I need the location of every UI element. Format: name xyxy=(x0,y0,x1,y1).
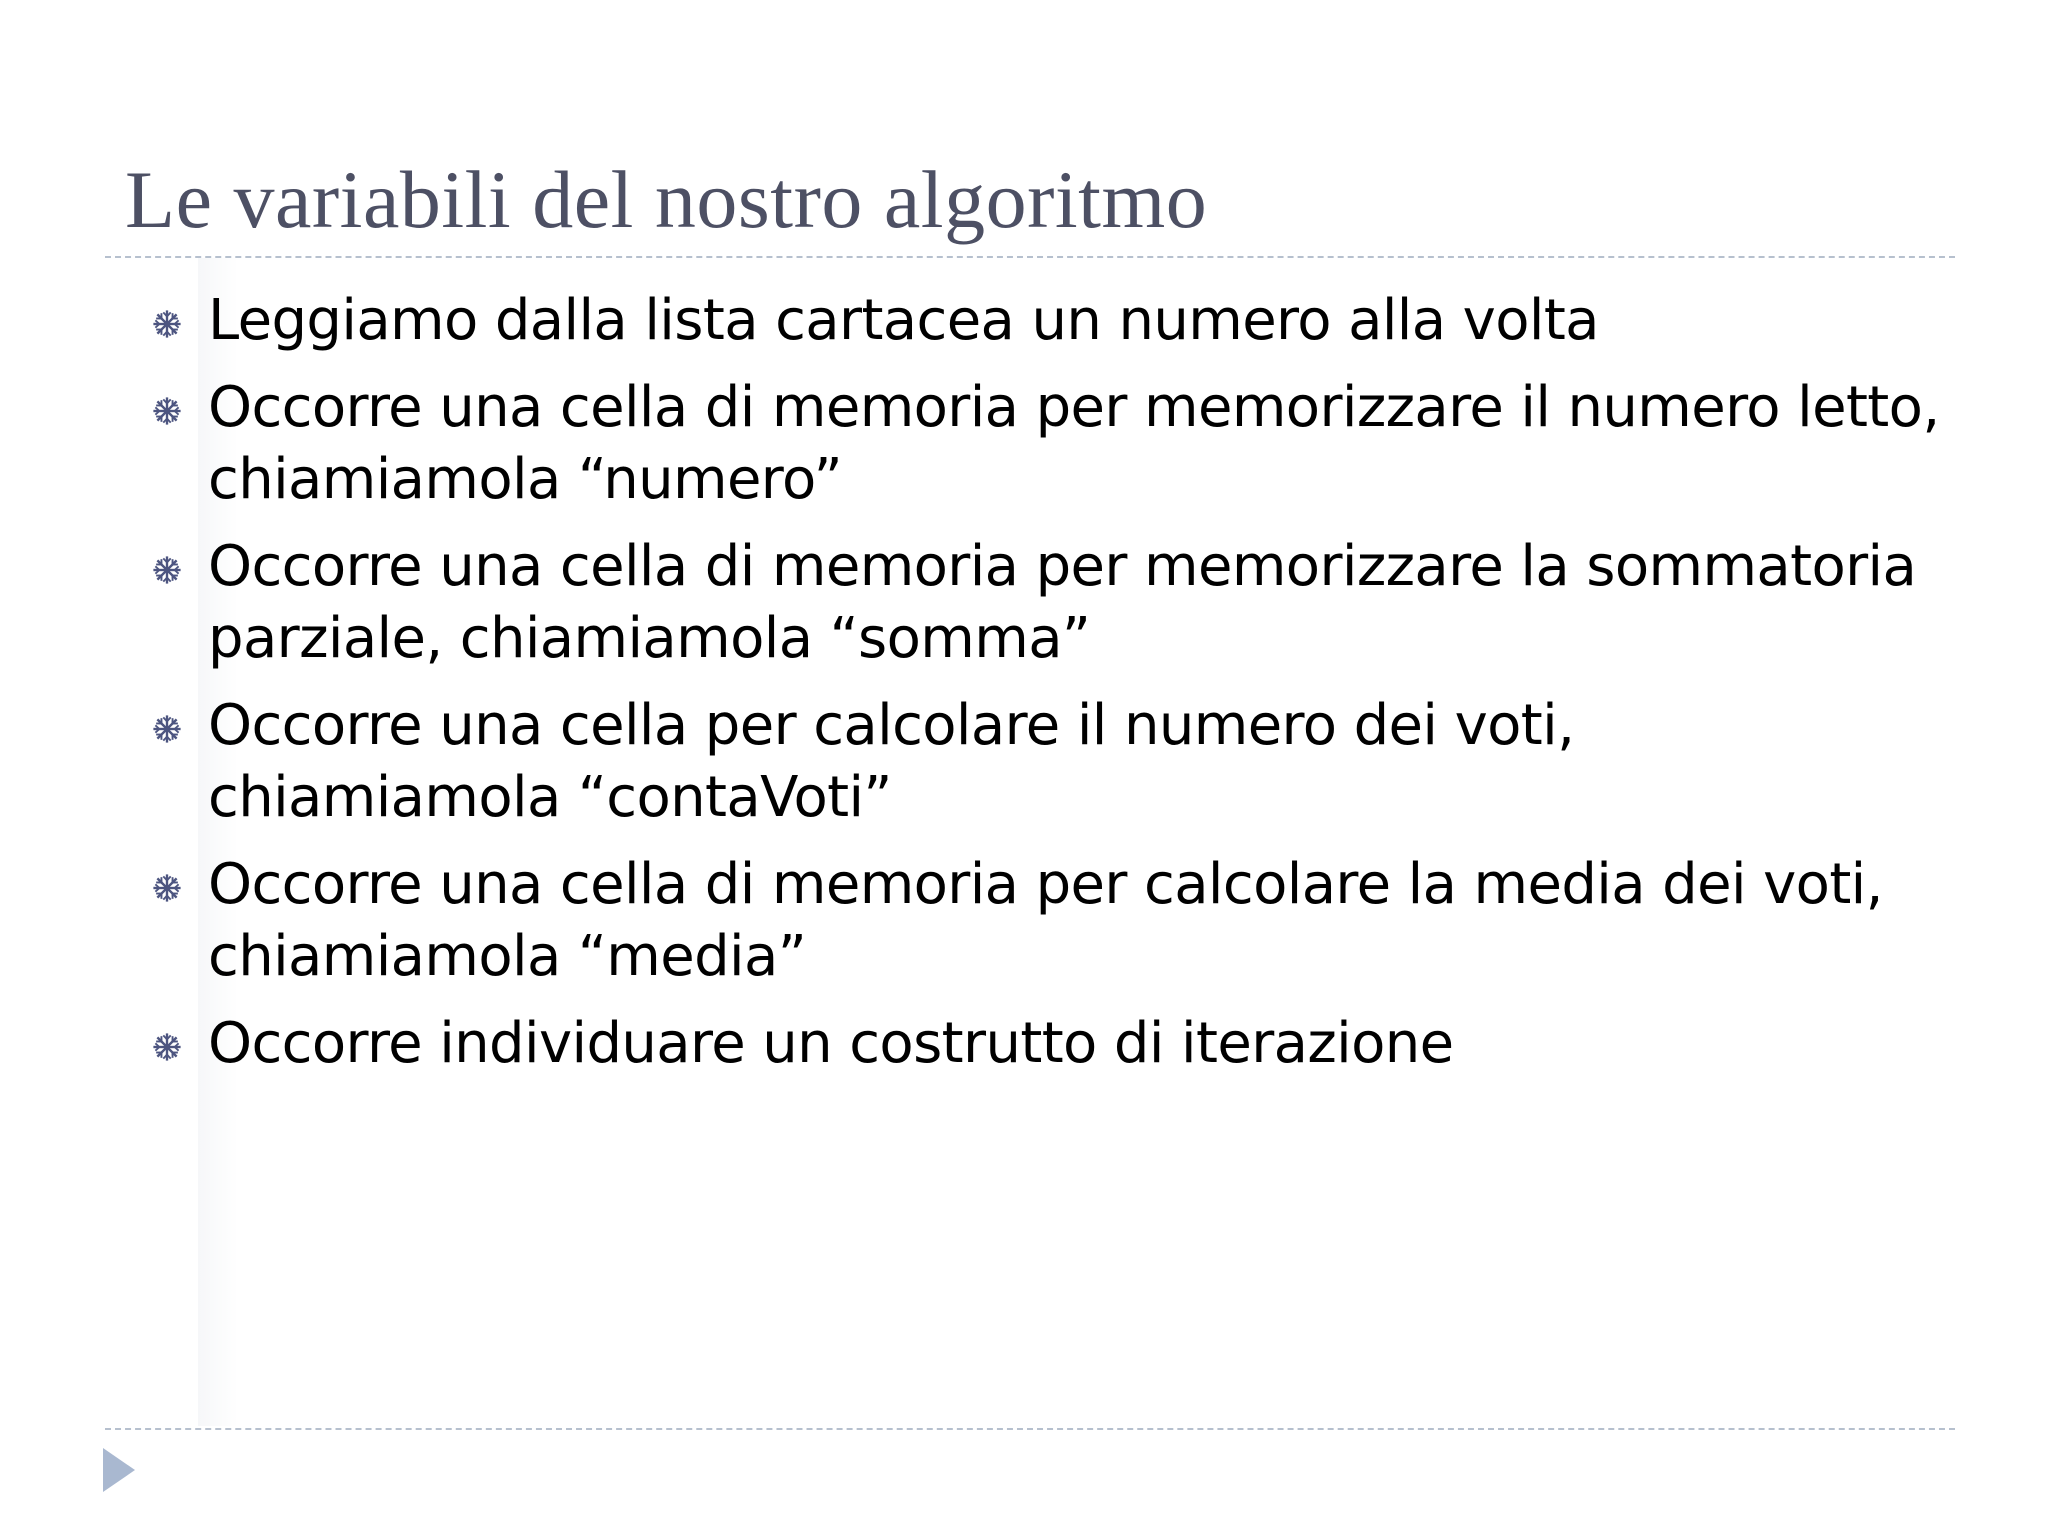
bullet-list xyxy=(150,285,1940,1095)
list-item xyxy=(150,690,1940,834)
bullet-text: Occorre individuare un costrutto di iterazione xyxy=(208,1011,1454,1076)
bullet-text: Occorre una cella per calcolare il numero dei voti, chiamiamola “contaVoti” xyxy=(208,693,1575,830)
list-item xyxy=(150,531,1940,675)
bullet-text: Occorre una cella di memoria per memorizzare il numero letto, chiamiamola “numero” xyxy=(208,375,1940,512)
snowflake-bullet-icon xyxy=(150,394,184,428)
slide-title: Le variabili del nostro algoritmo xyxy=(125,154,1208,245)
list-item xyxy=(150,1008,1940,1080)
bullet-text: Occorre una cella di memoria per calcolare la media dei voti, chiamiamola “media” xyxy=(208,852,1883,989)
snowflake-bullet-icon xyxy=(150,712,184,746)
bullet-text: Occorre una cella di memoria per memorizzare la sommatoria parziale, chiamiamola “somma” xyxy=(208,534,1917,671)
list-item xyxy=(150,372,1940,516)
list-item xyxy=(150,849,1940,993)
snowflake-bullet-icon xyxy=(150,307,184,341)
footer-divider xyxy=(105,1428,1955,1430)
triangle-play-icon[interactable] xyxy=(103,1448,135,1492)
list-item xyxy=(150,285,1940,357)
bullet-text: Leggiamo dalla lista cartacea un numero alla volta xyxy=(208,288,1599,353)
snowflake-bullet-icon xyxy=(150,553,184,587)
snowflake-bullet-icon xyxy=(150,871,184,905)
snowflake-bullet-icon xyxy=(150,1030,184,1064)
